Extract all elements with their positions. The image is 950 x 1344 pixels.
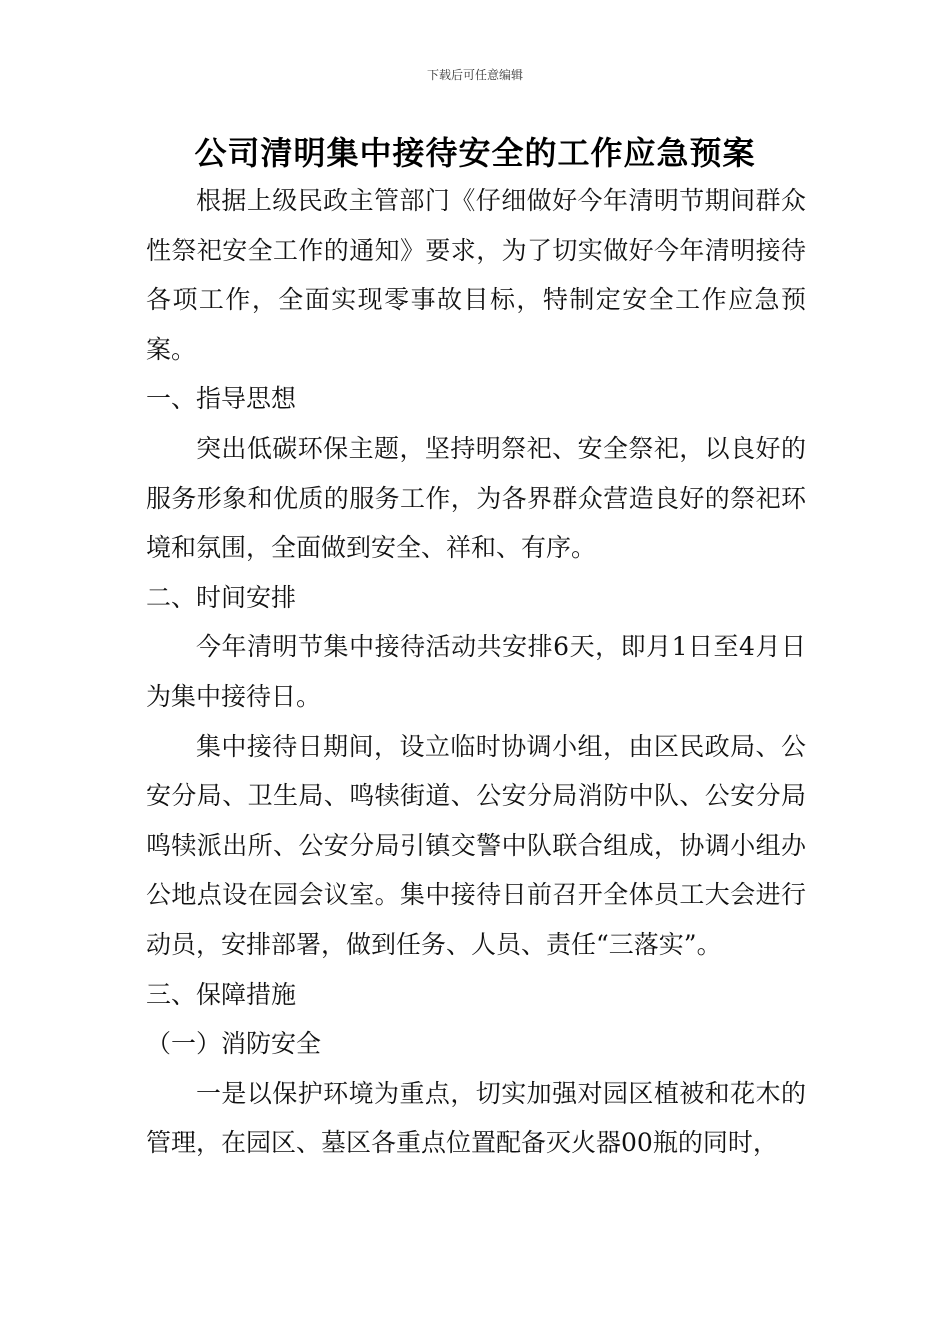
subsection-heading-fire-safety: （一）消防安全 <box>146 1029 322 1059</box>
section-paragraph-coordination: 集中接待日期间，设立临时协调小组，由区民政局、公安分局、卫生局、鸣犊街道、公安分局消防中队、公安分局鸣犊派出所、公安分局引镇交警中队联合组成，协调小组办公地点设在园会议室。集中接待日前召开全体员工大会进行动员，安排部署，做到任务、人员、责任“三落实”。 <box>146 731 806 959</box>
section-paragraph-schedule: 今年清明节集中接待活动共安排6天，即月1日至4月日为集中接待日。 <box>146 632 806 711</box>
document-title: 公司清明集中接待安全的工作应急预案 <box>194 134 756 172</box>
section-paragraph-guiding-thought: 突出低碳环保主题，坚持明祭祀、安全祭祀，以良好的服务形象和优质的服务工作，为各界群众营造良好的祭祀环境和氛围，全面做到安全、祥和、有序。 <box>146 433 806 563</box>
section-heading-safeguards: 三、保障措施 <box>146 979 297 1009</box>
page-header-note: 下载后可任意编辑 <box>426 68 523 82</box>
subsection-paragraph-fire-safety: 一是以保护环境为重点，切实加强对园区植被和花木的管理，在园区、墓区各重点位置配备灭火器00瓶的同时， <box>146 1078 806 1158</box>
document-body <box>146 176 806 1168</box>
intro-paragraph: 根据上级民政主管部门《仔细做好今年清明节期间群众性祭祀安全工作的通知》要求，为了切实做好今年清明接待各项工作，全面实现零事故目标，特制定安全工作应急预案。 <box>146 186 806 364</box>
section-heading-guiding-thought: 一、指导思想 <box>146 384 297 414</box>
section-heading-schedule: 二、时间安排 <box>146 582 297 612</box>
